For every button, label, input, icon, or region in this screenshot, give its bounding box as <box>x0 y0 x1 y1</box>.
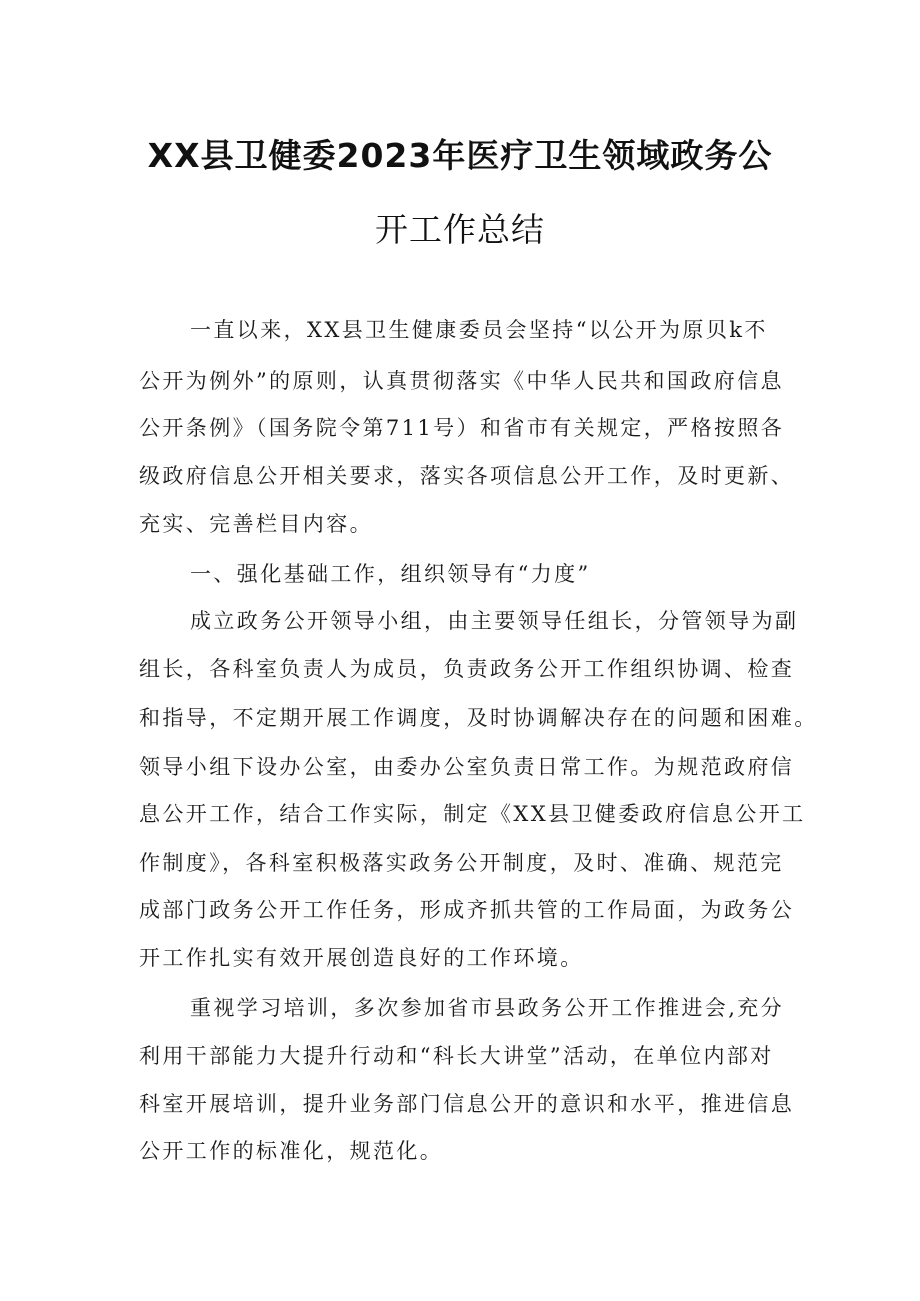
paragraph-line: 充实、完善栏目内容。 <box>139 512 373 536</box>
paragraph-line: 和指导，不定期开展工作调度，及时协调解决存在的问题和困难。 <box>139 706 818 730</box>
paragraph-line: 重视学习培训，多次参加省市县政务公开工作推进会,充分 <box>190 996 785 1020</box>
paragraph-line: 公开为例外”的原则，认真贯彻落实《中华人民共和国政府信息 <box>139 369 784 393</box>
paragraph-line: 公开条例》（国务院令第711号）和省市有关规定，严格按照各 <box>139 416 785 440</box>
paragraph-line: 利用干部能力大提升行动和“科长大讲堂”活动，在单位内部对 <box>139 1044 774 1068</box>
paragraph-line: 息公开工作，结合工作实际，制定《XX县卫健委政府信息公开工 <box>139 802 806 826</box>
paragraph-line: 开工作扎实有效开展创造良好的工作环境。 <box>139 946 584 970</box>
paragraph-line: 组长，各科室负责人为成员，负责政务公开工作组织协调、检查 <box>139 657 795 681</box>
paragraph-line: 科室开展培训，提升业务部门信息公开的意识和水平，推进信息 <box>139 1092 795 1116</box>
paragraph-line: 成立政务公开领导小组，由主要领导任组长，分管领导为副 <box>190 609 799 633</box>
document-title-line-1: XX县卫健委2023年医疗卫生领域政务公 <box>147 136 773 175</box>
paragraph-line: 公开工作的标准化，规范化。 <box>139 1139 444 1163</box>
paragraph-line: 作制度》，各科室积极落实政务公开制度，及时、准确、规范完 <box>139 851 784 875</box>
paragraph-line: 级政府信息公开相关要求，落实各项信息公开工作，及时更新、 <box>139 464 795 488</box>
paragraph-line: 一直以来，XX县卫生健康委员会坚持“以公开为原贝k不 <box>190 318 768 342</box>
paragraph-line: 领导小组下设办公室，由委办公室负责日常工作。为规范政府信 <box>139 755 795 779</box>
paragraph-line: 成部门政务公开工作任务，形成齐抓共管的工作局面，为政务公 <box>139 898 795 922</box>
document-title-line-2: 开工作总结 <box>375 210 545 249</box>
section-heading: 一、强化基础工作，组织领导有“力度” <box>190 562 591 586</box>
